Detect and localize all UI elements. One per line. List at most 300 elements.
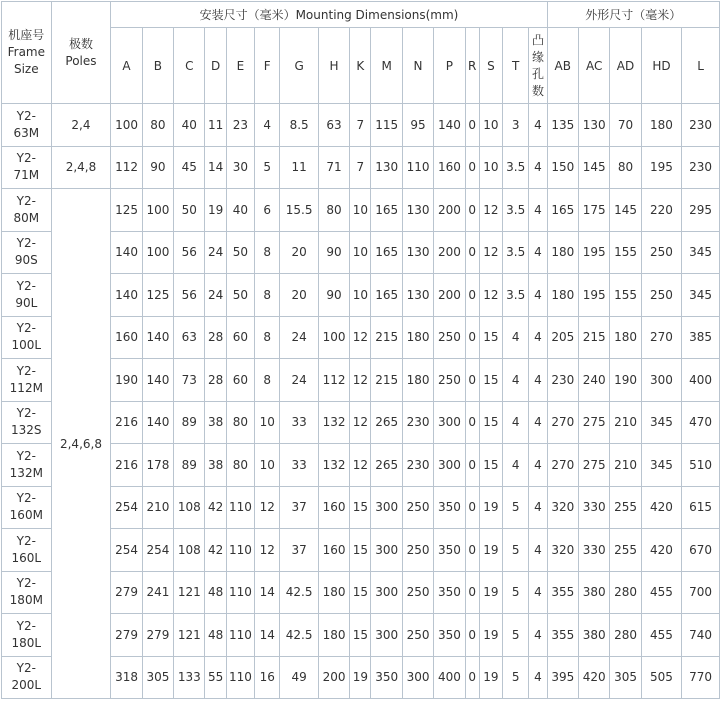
value-cell: 0 (465, 614, 479, 657)
value-cell: 255 (610, 486, 641, 529)
value-cell: 345 (641, 444, 682, 487)
value-cell: 60 (226, 316, 254, 359)
value-cell: 115 (371, 104, 402, 147)
value-cell: 38 (205, 401, 226, 444)
value-cell: 180 (547, 274, 578, 317)
value-cell: 305 (610, 656, 641, 699)
value-cell: 4 (529, 614, 547, 657)
value-cell: 145 (610, 189, 641, 232)
value-cell: 175 (578, 189, 609, 232)
value-cell: 230 (402, 401, 433, 444)
value-cell: 160 (111, 316, 142, 359)
value-cell: 250 (402, 614, 433, 657)
value-cell: 160 (318, 486, 349, 529)
value-cell: 190 (111, 359, 142, 402)
value-cell: 265 (371, 444, 402, 487)
value-cell: 10 (255, 401, 280, 444)
column-header-g: G (280, 28, 318, 104)
table-header (2, 2, 720, 104)
value-cell: 28 (205, 316, 226, 359)
value-cell: 250 (434, 316, 465, 359)
value-cell: 420 (641, 529, 682, 572)
value-cell: 24 (280, 359, 318, 402)
value-cell: 132 (318, 401, 349, 444)
value-cell: 241 (142, 571, 173, 614)
value-cell: 130 (578, 104, 609, 147)
value-cell: 215 (578, 316, 609, 359)
value-cell: 100 (142, 189, 173, 232)
value-cell: 19 (350, 656, 371, 699)
column-header-n: N (402, 28, 433, 104)
value-cell: 180 (318, 571, 349, 614)
value-cell: 0 (465, 401, 479, 444)
value-cell: 180 (610, 316, 641, 359)
value-cell: 200 (434, 231, 465, 274)
value-cell: 5 (503, 486, 529, 529)
column-header-e: E (226, 28, 254, 104)
value-cell: 200 (318, 656, 349, 699)
value-cell: 250 (402, 529, 433, 572)
frame-size-cell: Y2- 100L (2, 316, 52, 359)
value-cell: 280 (610, 614, 641, 657)
value-cell: 130 (402, 231, 433, 274)
value-cell: 216 (111, 444, 142, 487)
value-cell: 42 (205, 529, 226, 572)
value-cell: 10 (350, 231, 371, 274)
value-cell: 8 (255, 359, 280, 402)
value-cell: 12 (479, 274, 502, 317)
value-cell: 19 (479, 614, 502, 657)
outline-dimensions-group-header: 外形尺寸（毫米） (547, 2, 719, 28)
value-cell: 3.5 (503, 146, 529, 189)
column-header-s: S (479, 28, 502, 104)
value-cell: 420 (578, 656, 609, 699)
value-cell: 670 (682, 529, 720, 572)
value-cell: 254 (142, 529, 173, 572)
value-cell: 355 (547, 571, 578, 614)
value-cell: 8 (255, 274, 280, 317)
column-header-b: B (142, 28, 173, 104)
value-cell: 90 (142, 146, 173, 189)
value-cell: 0 (465, 656, 479, 699)
value-cell: 121 (174, 614, 205, 657)
frame-size-cell: Y2- 132M (2, 444, 52, 487)
value-cell: 5 (503, 656, 529, 699)
value-cell: 4 (529, 486, 547, 529)
value-cell: 38 (205, 444, 226, 487)
value-cell: 110 (226, 656, 254, 699)
value-cell: 48 (205, 571, 226, 614)
value-cell: 300 (402, 656, 433, 699)
value-cell: 250 (402, 486, 433, 529)
value-cell: 270 (641, 316, 682, 359)
value-cell: 275 (578, 444, 609, 487)
value-cell: 254 (111, 486, 142, 529)
value-cell: 4 (529, 189, 547, 232)
value-cell: 8 (255, 316, 280, 359)
value-cell: 0 (465, 104, 479, 147)
value-cell: 230 (402, 444, 433, 487)
value-cell: 4 (529, 401, 547, 444)
column-header-f: F (255, 28, 280, 104)
value-cell: 108 (174, 529, 205, 572)
value-cell: 145 (578, 146, 609, 189)
value-cell: 5 (503, 571, 529, 614)
value-cell: 100 (111, 104, 142, 147)
value-cell: 4 (503, 444, 529, 487)
value-cell: 400 (434, 656, 465, 699)
value-cell: 73 (174, 359, 205, 402)
value-cell: 270 (547, 444, 578, 487)
value-cell: 11 (280, 146, 318, 189)
value-cell: 180 (402, 359, 433, 402)
value-cell: 135 (547, 104, 578, 147)
value-cell: 15 (479, 316, 502, 359)
value-cell: 740 (682, 614, 720, 657)
frame-size-cell: Y2- 63M (2, 104, 52, 147)
value-cell: 133 (174, 656, 205, 699)
value-cell: 80 (226, 444, 254, 487)
value-cell: 165 (371, 231, 402, 274)
value-cell: 180 (641, 104, 682, 147)
value-cell: 295 (682, 189, 720, 232)
value-cell: 330 (578, 486, 609, 529)
value-cell: 140 (142, 316, 173, 359)
value-cell: 0 (465, 231, 479, 274)
value-cell: 80 (142, 104, 173, 147)
value-cell: 45 (174, 146, 205, 189)
value-cell: 49 (280, 656, 318, 699)
value-cell: 250 (641, 274, 682, 317)
value-cell: 100 (318, 316, 349, 359)
value-cell: 215 (371, 359, 402, 402)
value-cell: 40 (226, 189, 254, 232)
value-cell: 15 (479, 401, 502, 444)
value-cell: 50 (174, 189, 205, 232)
value-cell: 50 (226, 231, 254, 274)
value-cell: 216 (111, 401, 142, 444)
frame-size-cell: Y2- 90L (2, 274, 52, 317)
value-cell: 19 (479, 571, 502, 614)
value-cell: 4 (529, 316, 547, 359)
value-cell: 300 (371, 529, 402, 572)
frame-size-header: 机座号 Frame Size (2, 2, 52, 104)
value-cell: 395 (547, 656, 578, 699)
value-cell: 240 (578, 359, 609, 402)
value-cell: 42.5 (280, 614, 318, 657)
value-cell: 300 (371, 614, 402, 657)
column-header-h: H (318, 28, 349, 104)
value-cell: 15 (350, 614, 371, 657)
value-cell: 305 (142, 656, 173, 699)
value-cell: 121 (174, 571, 205, 614)
value-cell: 14 (255, 614, 280, 657)
value-cell: 420 (641, 486, 682, 529)
value-cell: 12 (350, 316, 371, 359)
value-cell: 48 (205, 614, 226, 657)
value-cell: 700 (682, 571, 720, 614)
value-cell: 0 (465, 146, 479, 189)
value-cell: 10 (350, 189, 371, 232)
value-cell: 165 (371, 189, 402, 232)
value-cell: 95 (402, 104, 433, 147)
value-cell: 19 (479, 529, 502, 572)
value-cell: 195 (578, 274, 609, 317)
value-cell: 330 (578, 529, 609, 572)
value-cell: 80 (226, 401, 254, 444)
frame-size-cell: Y2- 112M (2, 359, 52, 402)
value-cell: 470 (682, 401, 720, 444)
column-header-d: D (205, 28, 226, 104)
poles-header: 极数 Poles (51, 2, 111, 104)
column-header-a: A (111, 28, 142, 104)
poles-cell: 2,4 (51, 104, 111, 147)
table-row (2, 146, 720, 189)
value-cell: 210 (610, 444, 641, 487)
value-cell: 230 (547, 359, 578, 402)
value-cell: 19 (205, 189, 226, 232)
value-cell: 130 (402, 189, 433, 232)
value-cell: 455 (641, 571, 682, 614)
value-cell: 50 (226, 274, 254, 317)
value-cell: 4 (255, 104, 280, 147)
column-header-r: R (465, 28, 479, 104)
column-header-ad: AD (610, 28, 641, 104)
value-cell: 355 (547, 614, 578, 657)
value-cell: 12 (255, 486, 280, 529)
value-cell: 15.5 (280, 189, 318, 232)
value-cell: 12 (350, 359, 371, 402)
frame-size-cell: Y2- 80M (2, 189, 52, 232)
value-cell: 110 (402, 146, 433, 189)
value-cell: 20 (280, 274, 318, 317)
value-cell: 110 (226, 571, 254, 614)
value-cell: 3.5 (503, 189, 529, 232)
value-cell: 350 (371, 656, 402, 699)
value-cell: 15 (479, 359, 502, 402)
value-cell: 24 (280, 316, 318, 359)
value-cell: 140 (142, 359, 173, 402)
value-cell: 56 (174, 274, 205, 317)
value-cell: 89 (174, 401, 205, 444)
value-cell: 615 (682, 486, 720, 529)
value-cell: 4 (529, 529, 547, 572)
value-cell: 90 (318, 231, 349, 274)
value-cell: 33 (280, 444, 318, 487)
value-cell: 15 (350, 529, 371, 572)
value-cell: 89 (174, 444, 205, 487)
value-cell: 320 (547, 529, 578, 572)
value-cell: 350 (434, 486, 465, 529)
value-cell: 770 (682, 656, 720, 699)
value-cell: 4 (529, 359, 547, 402)
value-cell: 10 (255, 444, 280, 487)
value-cell: 7 (350, 146, 371, 189)
value-cell: 16 (255, 656, 280, 699)
value-cell: 125 (111, 189, 142, 232)
value-cell: 23 (226, 104, 254, 147)
column-header-ab: AB (547, 28, 578, 104)
value-cell: 14 (255, 571, 280, 614)
value-cell: 400 (682, 359, 720, 402)
frame-size-cell: Y2- 180L (2, 614, 52, 657)
value-cell: 60 (226, 359, 254, 402)
value-cell: 19 (479, 656, 502, 699)
value-cell: 320 (547, 486, 578, 529)
table-body (2, 104, 720, 699)
value-cell: 3 (503, 104, 529, 147)
value-cell: 140 (434, 104, 465, 147)
value-cell: 380 (578, 614, 609, 657)
value-cell: 11 (205, 104, 226, 147)
value-cell: 4 (529, 146, 547, 189)
value-cell: 0 (465, 274, 479, 317)
value-cell: 230 (682, 146, 720, 189)
value-cell: 37 (280, 529, 318, 572)
value-cell: 33 (280, 401, 318, 444)
value-cell: 7 (350, 104, 371, 147)
value-cell: 160 (434, 146, 465, 189)
frame-size-cell: Y2- 180M (2, 571, 52, 614)
frame-size-cell: Y2- 132S (2, 401, 52, 444)
value-cell: 0 (465, 486, 479, 529)
value-cell: 37 (280, 486, 318, 529)
value-cell: 15 (479, 444, 502, 487)
value-cell: 345 (641, 401, 682, 444)
value-cell: 112 (318, 359, 349, 402)
value-cell: 140 (111, 274, 142, 317)
value-cell: 19 (479, 486, 502, 529)
column-header-hd: HD (641, 28, 682, 104)
value-cell: 10 (479, 104, 502, 147)
frame-size-cell: Y2- 200L (2, 656, 52, 699)
value-cell: 63 (174, 316, 205, 359)
value-cell: 190 (610, 359, 641, 402)
value-cell: 300 (371, 571, 402, 614)
value-cell: 30 (226, 146, 254, 189)
value-cell: 3.5 (503, 274, 529, 317)
value-cell: 279 (111, 614, 142, 657)
table-row (2, 104, 720, 147)
column-header-flange-holes: 凸 缘 孔 数 (529, 28, 547, 104)
value-cell: 150 (547, 146, 578, 189)
value-cell: 270 (547, 401, 578, 444)
value-cell: 178 (142, 444, 173, 487)
value-cell: 200 (434, 189, 465, 232)
value-cell: 380 (578, 571, 609, 614)
value-cell: 155 (610, 231, 641, 274)
value-cell: 0 (465, 444, 479, 487)
frame-size-cell: Y2- 90S (2, 231, 52, 274)
value-cell: 5 (503, 529, 529, 572)
value-cell: 90 (318, 274, 349, 317)
mounting-dimensions-group-header: 安装尺寸（毫米）Mounting Dimensions(mm) (111, 2, 547, 28)
value-cell: 12 (479, 231, 502, 274)
value-cell: 505 (641, 656, 682, 699)
poles-cell: 2,4,8 (51, 146, 111, 189)
frame-size-cell: Y2- 71M (2, 146, 52, 189)
value-cell: 230 (682, 104, 720, 147)
value-cell: 132 (318, 444, 349, 487)
value-cell: 110 (226, 614, 254, 657)
value-cell: 8.5 (280, 104, 318, 147)
value-cell: 80 (610, 146, 641, 189)
value-cell: 110 (226, 486, 254, 529)
value-cell: 4 (529, 231, 547, 274)
value-cell: 210 (142, 486, 173, 529)
value-cell: 215 (371, 316, 402, 359)
value-cell: 160 (318, 529, 349, 572)
value-cell: 4 (503, 316, 529, 359)
value-cell: 40 (174, 104, 205, 147)
frame-size-cell: Y2- 160M (2, 486, 52, 529)
column-header-p: P (434, 28, 465, 104)
value-cell: 100 (142, 231, 173, 274)
value-cell: 455 (641, 614, 682, 657)
value-cell: 205 (547, 316, 578, 359)
value-cell: 220 (641, 189, 682, 232)
value-cell: 0 (465, 189, 479, 232)
column-header-m: M (371, 28, 402, 104)
value-cell: 55 (205, 656, 226, 699)
value-cell: 12 (479, 189, 502, 232)
value-cell: 42 (205, 486, 226, 529)
column-header-k: K (350, 28, 371, 104)
value-cell: 350 (434, 614, 465, 657)
column-header-l: L (682, 28, 720, 104)
value-cell: 110 (226, 529, 254, 572)
value-cell: 125 (142, 274, 173, 317)
value-cell: 112 (111, 146, 142, 189)
value-cell: 70 (610, 104, 641, 147)
value-cell: 4 (529, 571, 547, 614)
value-cell: 210 (610, 401, 641, 444)
value-cell: 254 (111, 529, 142, 572)
value-cell: 165 (547, 189, 578, 232)
value-cell: 140 (142, 401, 173, 444)
frame-size-cell: Y2- 160L (2, 529, 52, 572)
value-cell: 56 (174, 231, 205, 274)
mounting-dimensions-table (1, 1, 720, 699)
value-cell: 4 (503, 401, 529, 444)
value-cell: 80 (318, 189, 349, 232)
value-cell: 0 (465, 316, 479, 359)
value-cell: 180 (318, 614, 349, 657)
value-cell: 250 (641, 231, 682, 274)
value-cell: 42.5 (280, 571, 318, 614)
value-cell: 345 (682, 274, 720, 317)
column-header-ac: AC (578, 28, 609, 104)
value-cell: 275 (578, 401, 609, 444)
table-row (2, 189, 720, 232)
value-cell: 318 (111, 656, 142, 699)
value-cell: 140 (111, 231, 142, 274)
value-cell: 12 (350, 401, 371, 444)
value-cell: 8 (255, 231, 280, 274)
column-header-t: T (503, 28, 529, 104)
value-cell: 5 (255, 146, 280, 189)
value-cell: 155 (610, 274, 641, 317)
value-cell: 24 (205, 231, 226, 274)
value-cell: 350 (434, 571, 465, 614)
value-cell: 4 (529, 104, 547, 147)
value-cell: 14 (205, 146, 226, 189)
poles-cell: 2,4,6,8 (51, 189, 111, 699)
value-cell: 180 (402, 316, 433, 359)
value-cell: 300 (641, 359, 682, 402)
value-cell: 510 (682, 444, 720, 487)
value-cell: 300 (434, 444, 465, 487)
